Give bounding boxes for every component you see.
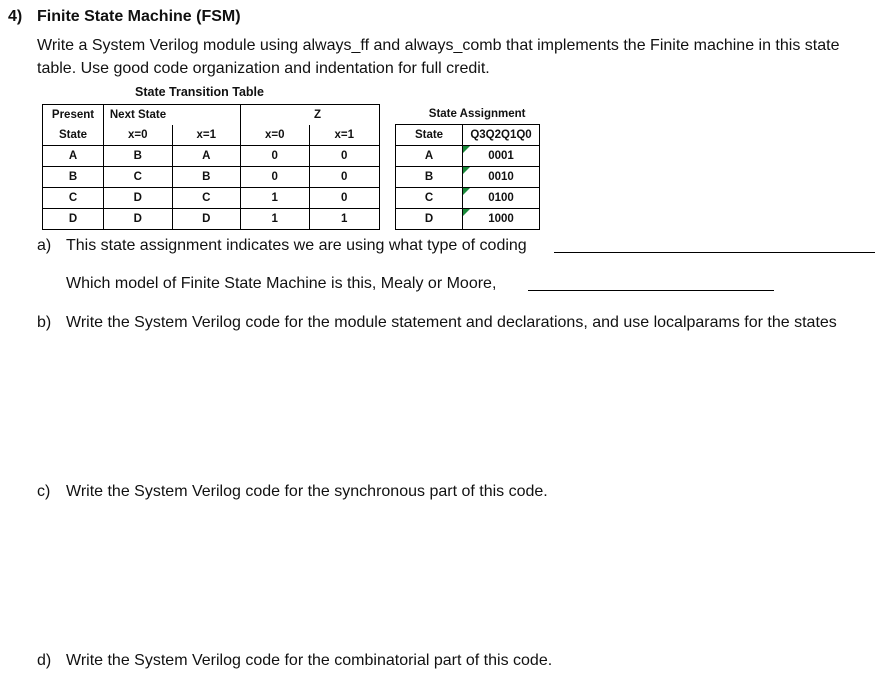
state-assignment-title: State Assignment bbox=[428, 108, 526, 120]
question-title: Finite State Machine (FSM) bbox=[37, 8, 241, 25]
state-assignment-header-row bbox=[396, 125, 540, 146]
sa-header-state: State bbox=[396, 125, 463, 146]
state-table-title: State Transition Table bbox=[135, 85, 264, 99]
table-cell: 1 bbox=[241, 188, 310, 209]
part-d-label: d) bbox=[37, 652, 52, 669]
table-cell: B bbox=[43, 167, 104, 188]
table-cell: D bbox=[43, 209, 104, 230]
table-cell: 0 bbox=[309, 146, 380, 167]
table-cell: 0 bbox=[309, 167, 380, 188]
table-cell: 0 bbox=[309, 188, 380, 209]
sa-code-value: 0010 bbox=[488, 171, 514, 183]
sa-code-value: 1000 bbox=[488, 213, 514, 225]
table-cell: D bbox=[172, 209, 241, 230]
part-a-second bbox=[66, 273, 786, 295]
state-transition-table bbox=[42, 104, 380, 230]
table-row bbox=[43, 146, 380, 167]
part-b-text: Write the System Verilog code for the module statement and declarations, and use localparams for the states bbox=[66, 314, 837, 331]
table-cell: C bbox=[43, 188, 104, 209]
table-header-row-1 bbox=[43, 105, 380, 126]
header-z-label: Z bbox=[313, 109, 321, 121]
header-present: Present bbox=[43, 105, 104, 126]
sa-code bbox=[463, 146, 540, 167]
header-z bbox=[241, 105, 321, 126]
error-marker-icon bbox=[463, 146, 470, 153]
sa-code bbox=[463, 188, 540, 209]
sa-code-value: 0001 bbox=[488, 150, 514, 162]
sa-code bbox=[463, 209, 540, 230]
table-row bbox=[43, 209, 380, 230]
header-next-x0: x=0 bbox=[104, 125, 173, 146]
table-row bbox=[396, 188, 540, 209]
table-cell: 1 bbox=[241, 209, 310, 230]
sa-code-value: 0100 bbox=[488, 192, 514, 204]
table-row bbox=[396, 146, 540, 167]
part-b-label: b) bbox=[37, 314, 52, 331]
sa-header-bits: Q3Q2Q1Q0 bbox=[463, 125, 540, 146]
table-cell: C bbox=[104, 167, 173, 188]
header-z-x0: x=0 bbox=[241, 125, 310, 146]
header-next-state-cont bbox=[172, 105, 241, 126]
header-z-x1: x=1 bbox=[309, 125, 380, 146]
sa-state: C bbox=[396, 188, 463, 209]
part-a-label: a) bbox=[37, 237, 52, 254]
sa-state: D bbox=[396, 209, 463, 230]
table-row bbox=[43, 188, 380, 209]
part-a-text2: Which model of Finite State Machine is this, Mealy or Moore, bbox=[66, 275, 497, 292]
table-cell: B bbox=[172, 167, 241, 188]
sa-state: A bbox=[396, 146, 463, 167]
part-c-label: c) bbox=[37, 483, 51, 500]
table-header-row-2 bbox=[43, 125, 380, 146]
error-marker-icon bbox=[463, 167, 470, 174]
table-cell: 0 bbox=[241, 167, 310, 188]
question-intro: Write a System Verilog module using always_ff and always_comb that implements the Finite machine in this state table. Use good code organization and indentation for full credit. bbox=[37, 37, 840, 77]
sa-state: B bbox=[396, 167, 463, 188]
part-d-text: Write the System Verilog code for the combinatorial part of this code. bbox=[66, 652, 553, 669]
table-row bbox=[43, 167, 380, 188]
header-next-state: Next State bbox=[104, 105, 173, 126]
part-a-text: This state assignment indicates we are using what type of coding bbox=[66, 237, 527, 254]
table-row bbox=[396, 167, 540, 188]
answer-blank-model[interactable] bbox=[528, 289, 774, 291]
table-cell: A bbox=[172, 146, 241, 167]
header-state: State bbox=[43, 125, 104, 146]
table-cell: 0 bbox=[241, 146, 310, 167]
table-cell: A bbox=[43, 146, 104, 167]
error-marker-icon bbox=[463, 188, 470, 195]
question-heading bbox=[8, 8, 241, 26]
question-number: 4) bbox=[8, 8, 23, 25]
table-row bbox=[396, 209, 540, 230]
table-cell: 1 bbox=[309, 209, 380, 230]
error-marker-icon bbox=[463, 209, 470, 216]
part-c-text: Write the System Verilog code for the synchronous part of this code. bbox=[66, 483, 548, 500]
table-cell: D bbox=[104, 188, 173, 209]
table-cell: D bbox=[104, 209, 173, 230]
answer-blank-a[interactable] bbox=[554, 251, 875, 253]
state-assignment-table bbox=[395, 104, 540, 230]
table-cell: B bbox=[104, 146, 173, 167]
state-assignment-title-row bbox=[396, 104, 540, 125]
header-next-x1: x=1 bbox=[172, 125, 241, 146]
sa-code bbox=[463, 167, 540, 188]
table-cell: C bbox=[172, 188, 241, 209]
